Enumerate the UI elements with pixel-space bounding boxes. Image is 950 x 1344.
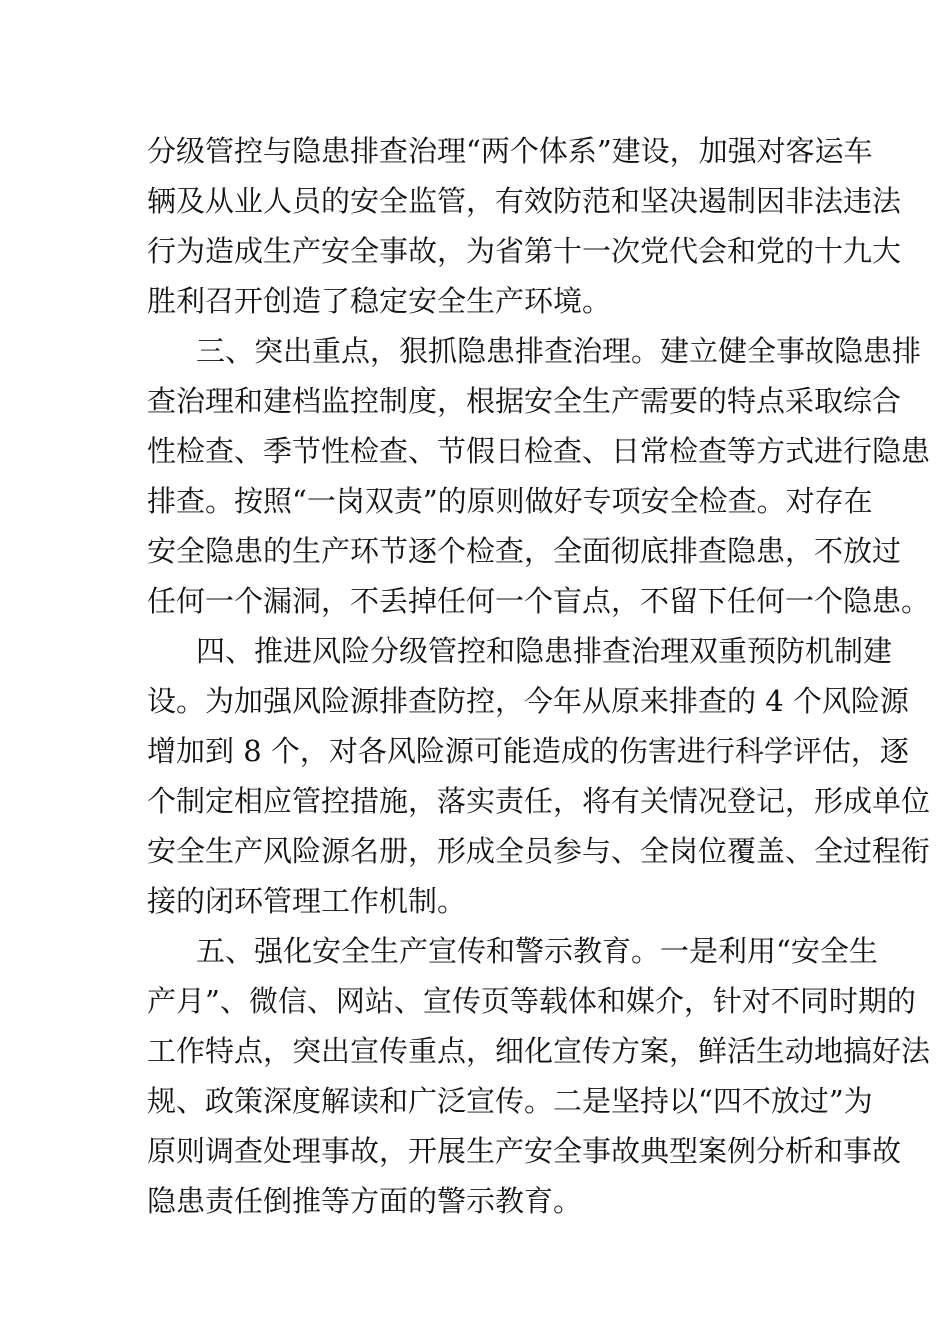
text-line: 原则调查处理事故，开展生产安全事故典型案例分析和事故 — [147, 1134, 902, 1168]
text-line: 胜利召开创造了稳定安全生产环境。 — [147, 284, 612, 318]
text-line: 隐患责任倒推等方面的警示教育。 — [147, 1184, 583, 1218]
text-line: 安全隐患的生产环节逐个检查，全面彻底排查隐患，不放过 — [147, 534, 902, 568]
text-line: 分级管控与隐患排查治理“两个体系”建设，加强对客运车 — [147, 134, 873, 168]
text-line: 增加到 8 个，对各风险源可能造成的伤害进行科学评估，逐 — [147, 734, 909, 768]
paragraph-heading-line: 三、突出重点，狠抓隐患排查治理。建立健全事故隐患排 — [196, 334, 922, 368]
text-line: 规、政策深度解读和广泛宣传。二是坚持以“四不放过”为 — [147, 1084, 873, 1118]
text-line: 查治理和建档监控制度，根据安全生产需要的特点采取综合 — [147, 384, 902, 418]
text-line: 性检查、季节性检查、节假日检查、日常检查等方式进行隐患 — [147, 434, 931, 468]
text-line: 接的闭环管理工作机制。 — [147, 884, 467, 918]
text-line: 设。为加强风险源排查防控，今年从原来排查的 4 个风险源 — [147, 684, 909, 718]
text-line: 排查。按照“一岗双责”的原则做好专项安全检查。对存在 — [147, 484, 873, 518]
text-line: 个制定相应管控措施，落实责任，将有关情况登记，形成单位 — [147, 784, 931, 818]
text-line: 辆及从业人员的安全监管，有效防范和坚决遏制因非法违法 — [147, 184, 902, 218]
text-line: 安全生产风险源名册，形成全员参与、全岗位覆盖、全过程衔 — [147, 834, 931, 868]
paragraph-heading-line: 四、推进风险分级管控和隐患排查治理双重预防机制建 — [196, 634, 893, 668]
text-line: 行为造成生产安全事故，为省第十一次党代会和党的十九大 — [147, 234, 902, 268]
text-line: 工作特点，突出宣传重点，细化宣传方案，鲜活生动地搞好法 — [147, 1034, 931, 1068]
text-line: 产月”、微信、网站、宣传页等载体和媒介，针对不同时期的 — [147, 984, 916, 1018]
text-line: 任何一个漏洞，不丢掉任何一个盲点，不留下任何一个隐患。 — [147, 584, 931, 618]
paragraph-heading-line: 五、强化安全生产宣传和警示教育。一是利用“安全生 — [196, 934, 878, 968]
